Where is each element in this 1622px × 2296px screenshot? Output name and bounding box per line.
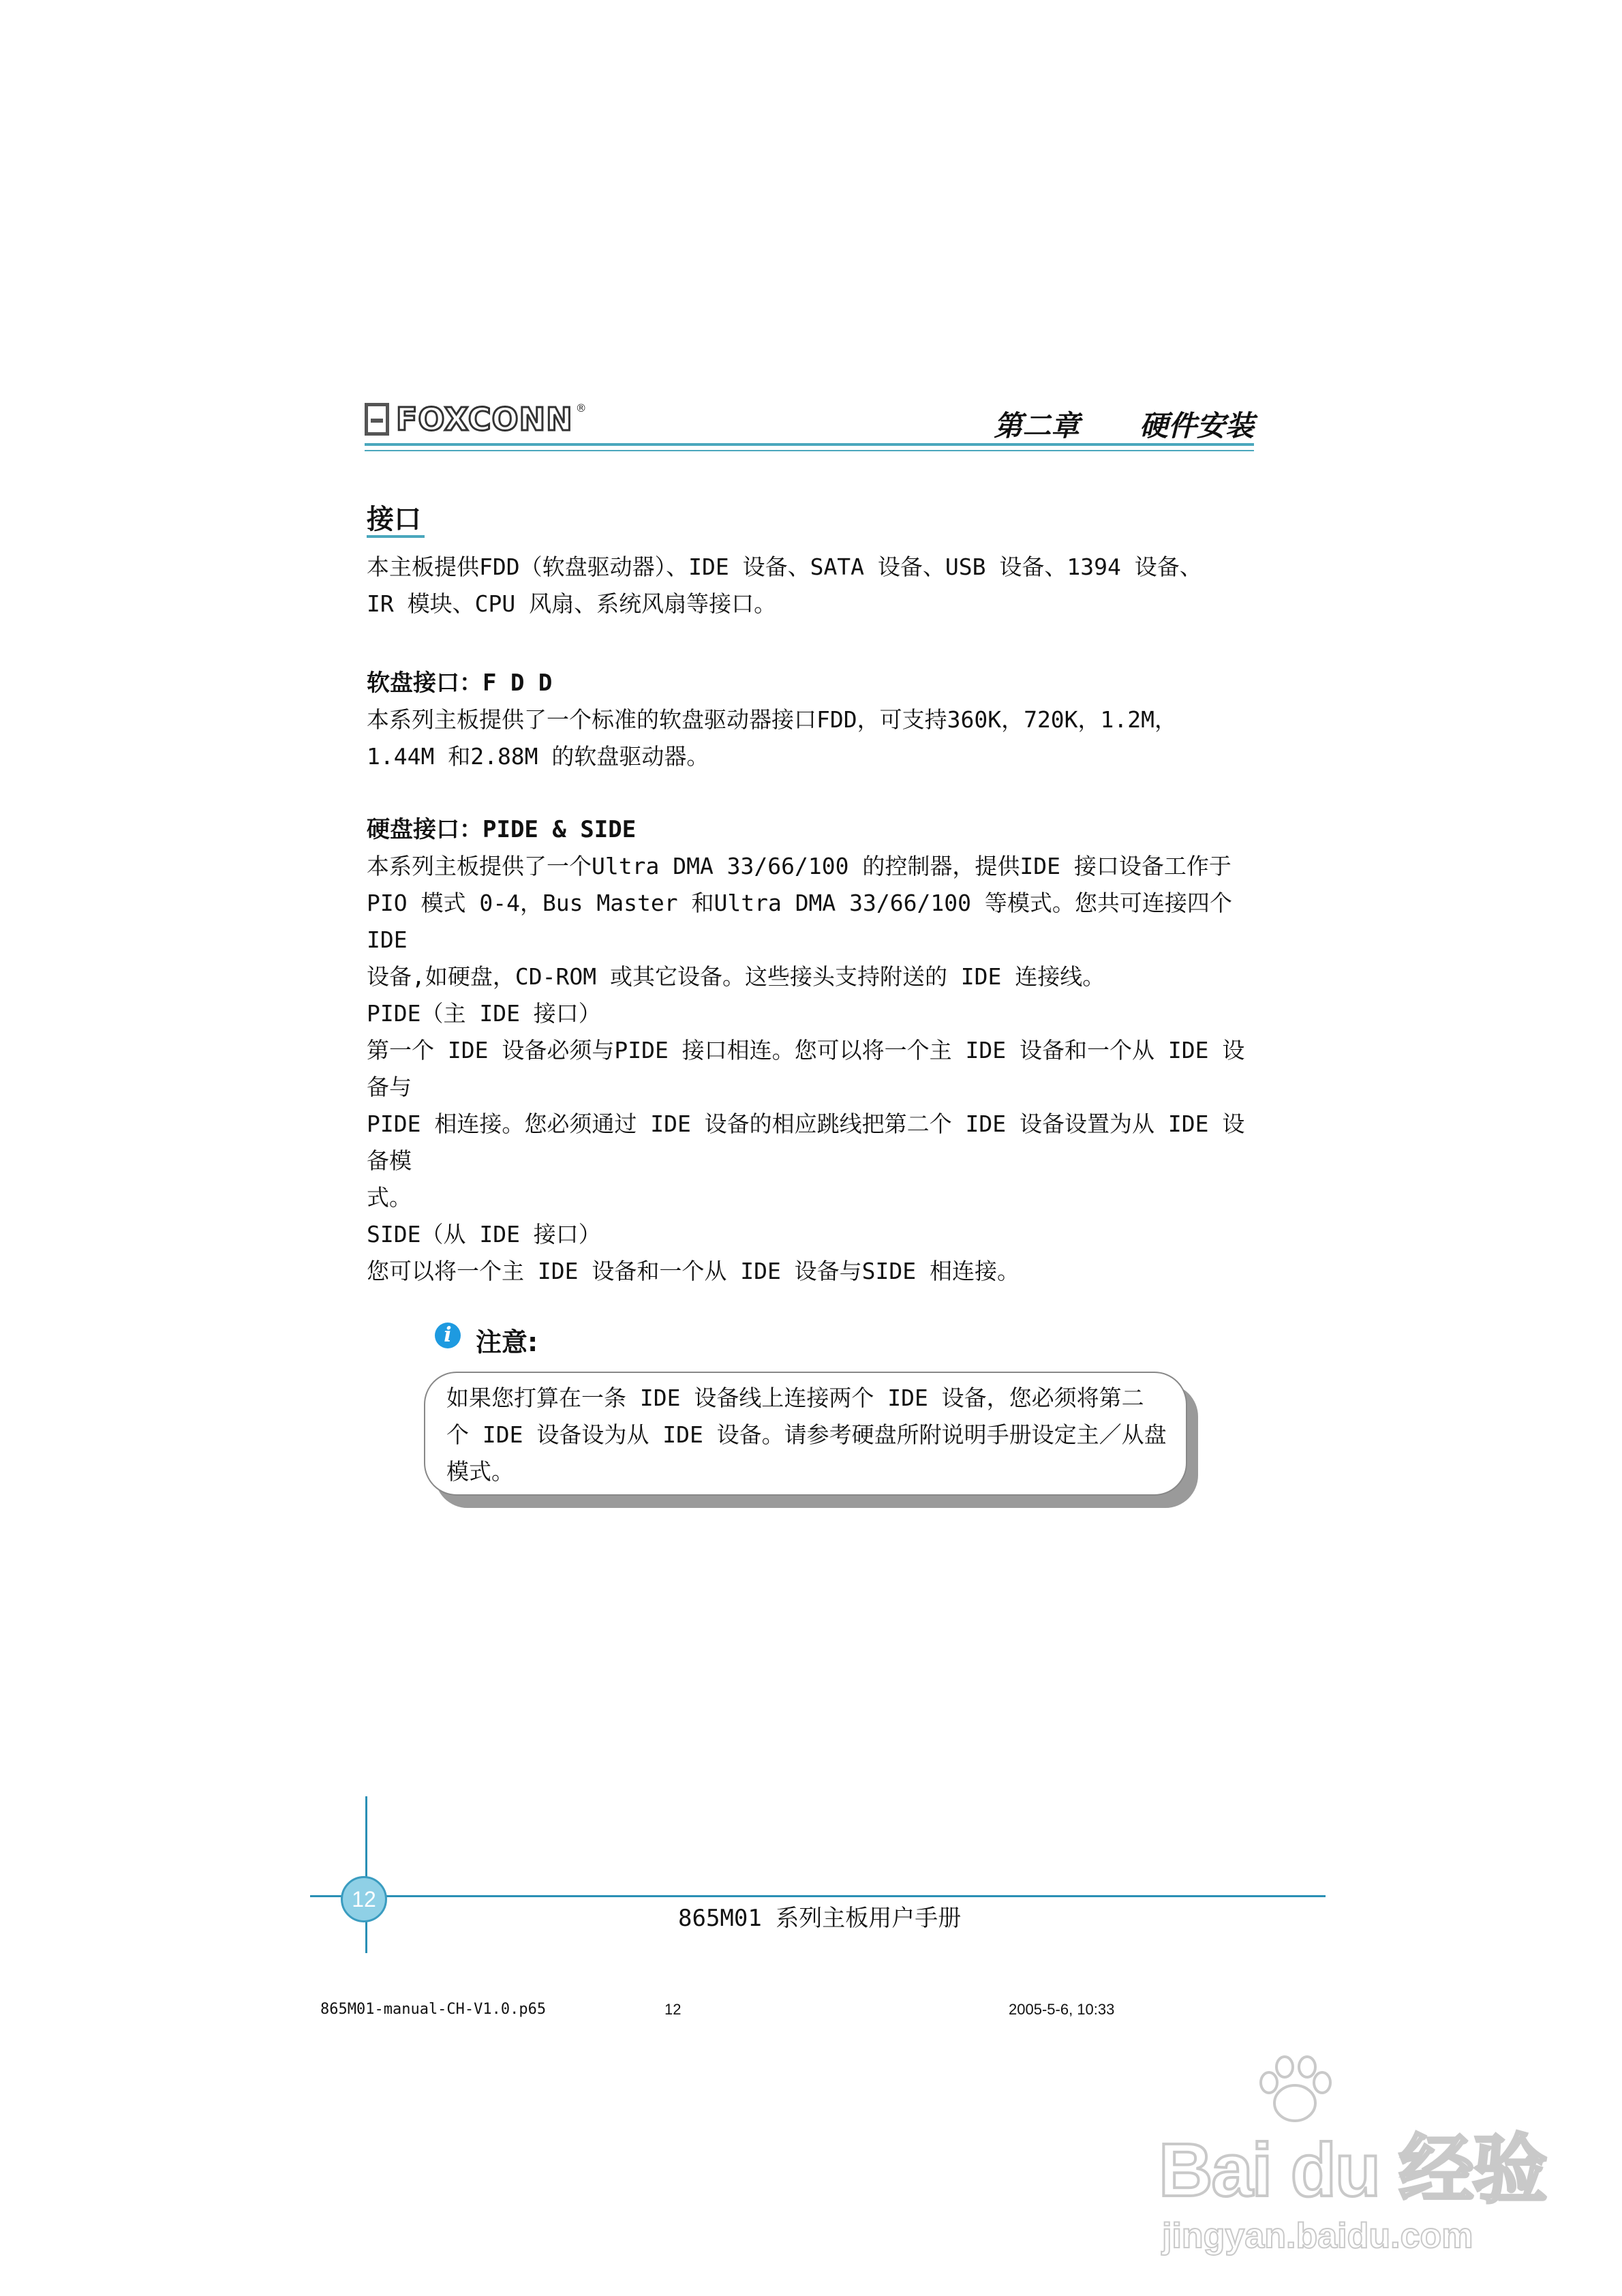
side-line: 您可以将一个主 IDE 设备和一个从 IDE 设备与SIDE 相连接。: [367, 1258, 1020, 1284]
note-line: 如果您打算在一条 IDE 设备线上连接两个 IDE 设备，您必须将第二: [446, 1385, 1144, 1411]
logo-registered-mark: ®: [575, 402, 587, 414]
fdd-title: 软盘接口：F D D: [367, 669, 553, 697]
logo-mark-icon: [365, 403, 389, 436]
note-text: [446, 1380, 1176, 1490]
hdd-section: [367, 811, 1259, 995]
footer-horizontal-rule: [310, 1895, 1326, 1897]
print-page-number: 12: [664, 2001, 682, 2018]
section-title: 接口: [367, 504, 421, 535]
fdd-line: 本系列主板提供了一个标准的软盘驱动器接口FDD，可支持360K，720K，1.2M，: [367, 706, 1178, 733]
watermark-url: jingyan.baidu.com: [1162, 2216, 1473, 2256]
note-line: 模式。: [446, 1458, 514, 1485]
fdd-line: 1.44M 和2.88M 的软盘驱动器。: [367, 743, 709, 770]
side-title: SIDE（从 IDE 接口）: [367, 1221, 601, 1248]
fdd-section: [367, 665, 1259, 775]
intro-paragraph: [367, 549, 1259, 622]
note-label: 注意:: [476, 1327, 538, 1357]
footer-vertical-rule: [365, 1796, 367, 1953]
hdd-line: PIO 模式 0-4，Bus Master 和Ultra DMA 33/66/100 等模式。您共可连接四个 IDE: [367, 890, 1232, 953]
intro-line: 本主板提供FDD（软盘驱动器）、IDE 设备、SATA 设备、USB 设备、1394 设备、: [367, 554, 1202, 580]
info-icon: i: [435, 1323, 461, 1348]
pide-side-section: [367, 995, 1259, 1290]
manual-title: 865M01 系列主板用户手册: [678, 1905, 962, 1932]
pide-line: 第一个 IDE 设备必须与PIDE 接口相连。您可以将一个主 IDE 设备和一个从 IDE 设备与: [367, 1037, 1245, 1100]
hdd-line: 设备,如硬盘，CD-ROM 或其它设备。这些接头支持附送的 IDE 连接线。: [367, 963, 1105, 990]
intro-line: IR 模块、CPU 风扇、系统风扇等接口。: [367, 590, 777, 617]
print-file-name: 865M01-manual-CH-V1.0.p65: [320, 2001, 547, 2018]
print-date: 2005-5-6, 10:33: [1009, 2001, 1115, 2018]
header-rule-thick: [365, 443, 1254, 446]
note-line: 个 IDE 设备设为从 IDE 设备。请参考硬盘所附说明手册设定主／从盘: [446, 1421, 1167, 1448]
pide-line: 式。: [367, 1184, 412, 1211]
logo-wordmark: FOXCONN: [396, 401, 573, 438]
pide-line: PIDE 相连接。您必须通过 IDE 设备的相应跳线把第二个 IDE 设备设置为从 IDE 设备模: [367, 1111, 1245, 1174]
hdd-title: 硬盘接口：PIDE & SIDE: [367, 816, 637, 843]
page-number-badge: 12: [341, 1876, 387, 1922]
section-title-underline: [367, 535, 425, 538]
watermark-brand: Bai du 经验: [1159, 2128, 1546, 2212]
header-rule-thin: [365, 450, 1254, 451]
chapter-heading: 第二章 硬件安装: [994, 409, 1254, 442]
foxconn-logo: [365, 399, 587, 440]
pide-title: PIDE（主 IDE 接口）: [367, 1000, 601, 1027]
hdd-line: 本系列主板提供了一个Ultra DMA 33/66/100 的控制器，提供IDE 接口设备工作于: [367, 853, 1231, 879]
